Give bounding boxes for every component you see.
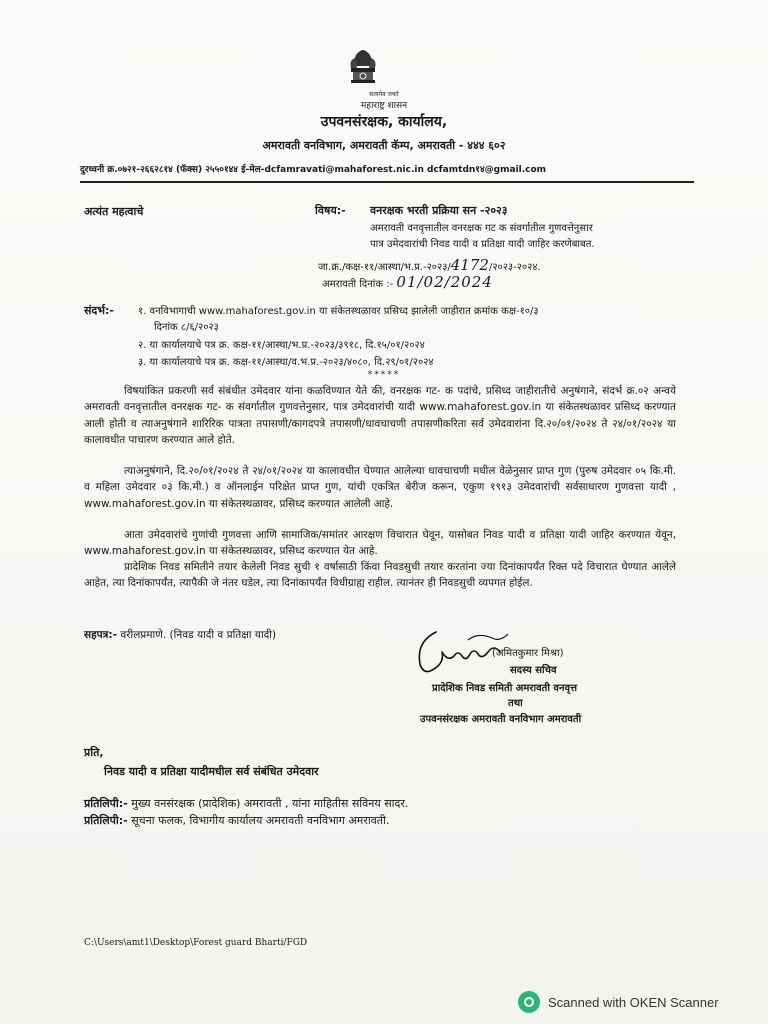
enclosure [84, 628, 276, 642]
subject-line: अमरावती वनवृत्तातील वनरक्षक गट क संवर्गातील गुणवत्तेनुसार [370, 223, 593, 234]
subject-label: विषय:- [315, 204, 346, 217]
enclosure-text: वरीलप्रमाणे. (निवड यादी व प्रतिक्षा यादी) [117, 629, 277, 641]
reference-number [318, 256, 541, 274]
body-paragraph: त्याअनुषंगाने, दि.२०/०१/२०२४ ते २४/०१/२०२४ या कालावधीत घेण्यात आलेल्या धावचाचणी मधील वेळेनुसार प्राप्त गुण (पुरुष उमेदवार ०५ कि.मी. व महिला उमेदवार ०३ कि.मी.) व ऑनलाईन परिक्षेत प्राप्त गुण, यांची एकत्रित बेरीज करून, एकुण १९१३ उमेदवारांची सर्वसाधारण गुणवत्ता यादी , www.mahaforest.gov.in या संकेतस्थळावर, प्रसिध्द करण्यात आलेली आहे. [84, 465, 676, 510]
section-separator: ***** [367, 370, 401, 380]
reference-item: २. या कार्यालयाचे पत्र क्र. कक्ष-११/आस्था/भ.प्र.-२०२३/३९१८, दि.१५/०१/२०२४ [138, 340, 425, 351]
reference-item: १. वनविभागाची www.mahaforest.gov.in या संकेतस्थळावर प्रसिध्द झालेली जाहीरात क्रमांक कक्ष-१०/३ [138, 306, 539, 317]
copy-text: सूचना फलक, विभागीय कार्यालय अमरावती वनविभाग अमरावती. [127, 814, 390, 827]
enclosure-label: सहपत्र:- [84, 629, 117, 641]
copy-to-line [84, 813, 389, 828]
copy-text: मुख्य वनसंरक्षक (प्रादेशिक) अमरावती , यांना माहितीस सविनय सादर. [127, 797, 409, 810]
govt-name: महाराष्ट्र शासन [360, 101, 408, 111]
date-handwritten-value: 01/02/2024 [396, 273, 493, 291]
body-paragraph: प्रादेशिक निवड समितीने तयार केलेली निवड सुची १ वर्षासाठी किंवा निवडसुची तयार करतांना ज्या दिनांकापर्यंत रिक्त पदे विचारात घेण्यात आलेले आहेत, त्या दिनांकापर्यंत, त्यापैकी जे नंतर घडेल, त्या दिनांकापर्यंत विधीग्राह्य राहील. त्यानंतर ही निवडसुची व्यपगत होईल. [84, 561, 676, 590]
copy-label: प्रतिलिपी:- [84, 814, 128, 827]
date-label: अमरावती दिनांक :- [322, 279, 394, 290]
reference-item-continued: दिनांक ८/६/२०२३ [154, 322, 219, 333]
scanner-watermark [518, 990, 719, 1014]
signatory-office: उपवनसंरक्षक अमरावती वनविभाग अमरावती [420, 714, 582, 725]
scanner-logo-icon [518, 991, 540, 1013]
scanner-text: Scanned with OKEN Scanner [548, 994, 719, 1010]
copy-to-line [84, 796, 408, 811]
reference-handwritten-number: 4172 [450, 256, 489, 274]
reference-item: ३. या कार्यालयाचे पत्र क्र. कक्ष-११/आस्था/व.भ.प्र.-२०२३/४०८०, दि.२९/०१/२०२४ [138, 357, 434, 368]
signatory-title: सदस्य सचिव [510, 665, 557, 676]
reference-prefix: जा.क्र./कक्ष-११/आस्था/भ.प्र.-२०२३/ [318, 262, 451, 273]
file-path: C:\Users\amt1\Desktop\Forest guard Bharti/FGD [84, 938, 308, 948]
subject-line: वनरक्षक भरती प्रक्रिया सन -२०२३ [370, 204, 508, 217]
signatory-committee: प्रादेशिक निवड समिती अमरावती वनवृत्त [432, 683, 577, 694]
references-label: संदर्भ:- [84, 304, 114, 317]
emblem-caption: सत्यमेव जयते [369, 91, 399, 98]
letter-date [322, 273, 493, 291]
recipient-text: निवड यादी व प्रतिक्षा यादीमधील सर्व संबंधित उमेदवार [104, 765, 319, 778]
reference-suffix: /२०२३-२०२४. [488, 262, 541, 273]
header-divider [80, 181, 694, 183]
office-contact: दुरध्वनी क्र.०७२१-२६६२८१४ (फॅक्स) २५५०१४४ ई-मेल-dcfamravati@mahaforest.nic.in dcfamtdn१४@gmail.com [80, 165, 547, 175]
urgent-label: अत्यंत महत्वाचे [84, 205, 144, 218]
signatory-name: (अमितकुमार मिश्रा) [492, 648, 564, 659]
body-paragraph: विषयांकित प्रकरणी सर्व संबंधीत उमेदवार यांना कळविण्यात येते की, वनरक्षक गट- क पदांचे, प्रसिध्द जाहीरातीचे अनुषंगाने, संदर्भ क्र.०२ अन्वये अमरावती वनवृत्तातील वनरक्षक गट- क संवर्गातील गुणवत्तेनुसार, पात्र उमेदवारांची यादी www.mahaforest.gov.in या संकेतस्थळावर प्रसिध्द करण्यात आली होती व त्याअनुषंगाने शारिरिक पात्रता तपासणी/कागदपत्रे तपासणी/धावचाचणी तपासणीकरिता सर्व उमेदवारांना दि.२०/०१/२०२४ ते २४/०१/२०२४ या कालावधीत पाचारण करण्यात आले होते. [84, 385, 676, 447]
office-title: उपवनसंरक्षक, कार्यालय, [320, 114, 448, 130]
copy-label: प्रतिलिपी:- [84, 797, 128, 810]
office-address: अमरावती वनविभाग, अमरावती कॅम्प, अमरावती - ४४४ ६०२ [262, 139, 506, 152]
recipient-label: प्रति, [84, 746, 104, 759]
subject-line: पात्र उमेदवारांची निवड यादी व प्रतिक्षा यादी जाहिर करणेबाबत. [370, 239, 595, 250]
signatory-and: तथा [508, 698, 523, 709]
lion-capital-emblem-icon [343, 44, 383, 96]
body-paragraph: आता उमेदवारांचे गुणांची गुणवत्ता आणि सामाजिक/समांतर आरक्षण विचारात घेवून, यासोबत निवड यादी व प्रतिक्षा यादी जाहिर करण्यात येवून, www.mahaforest.gov.in या संकेतस्थळावर, प्रसिध्द करण्यात येत आहे. [84, 529, 676, 558]
